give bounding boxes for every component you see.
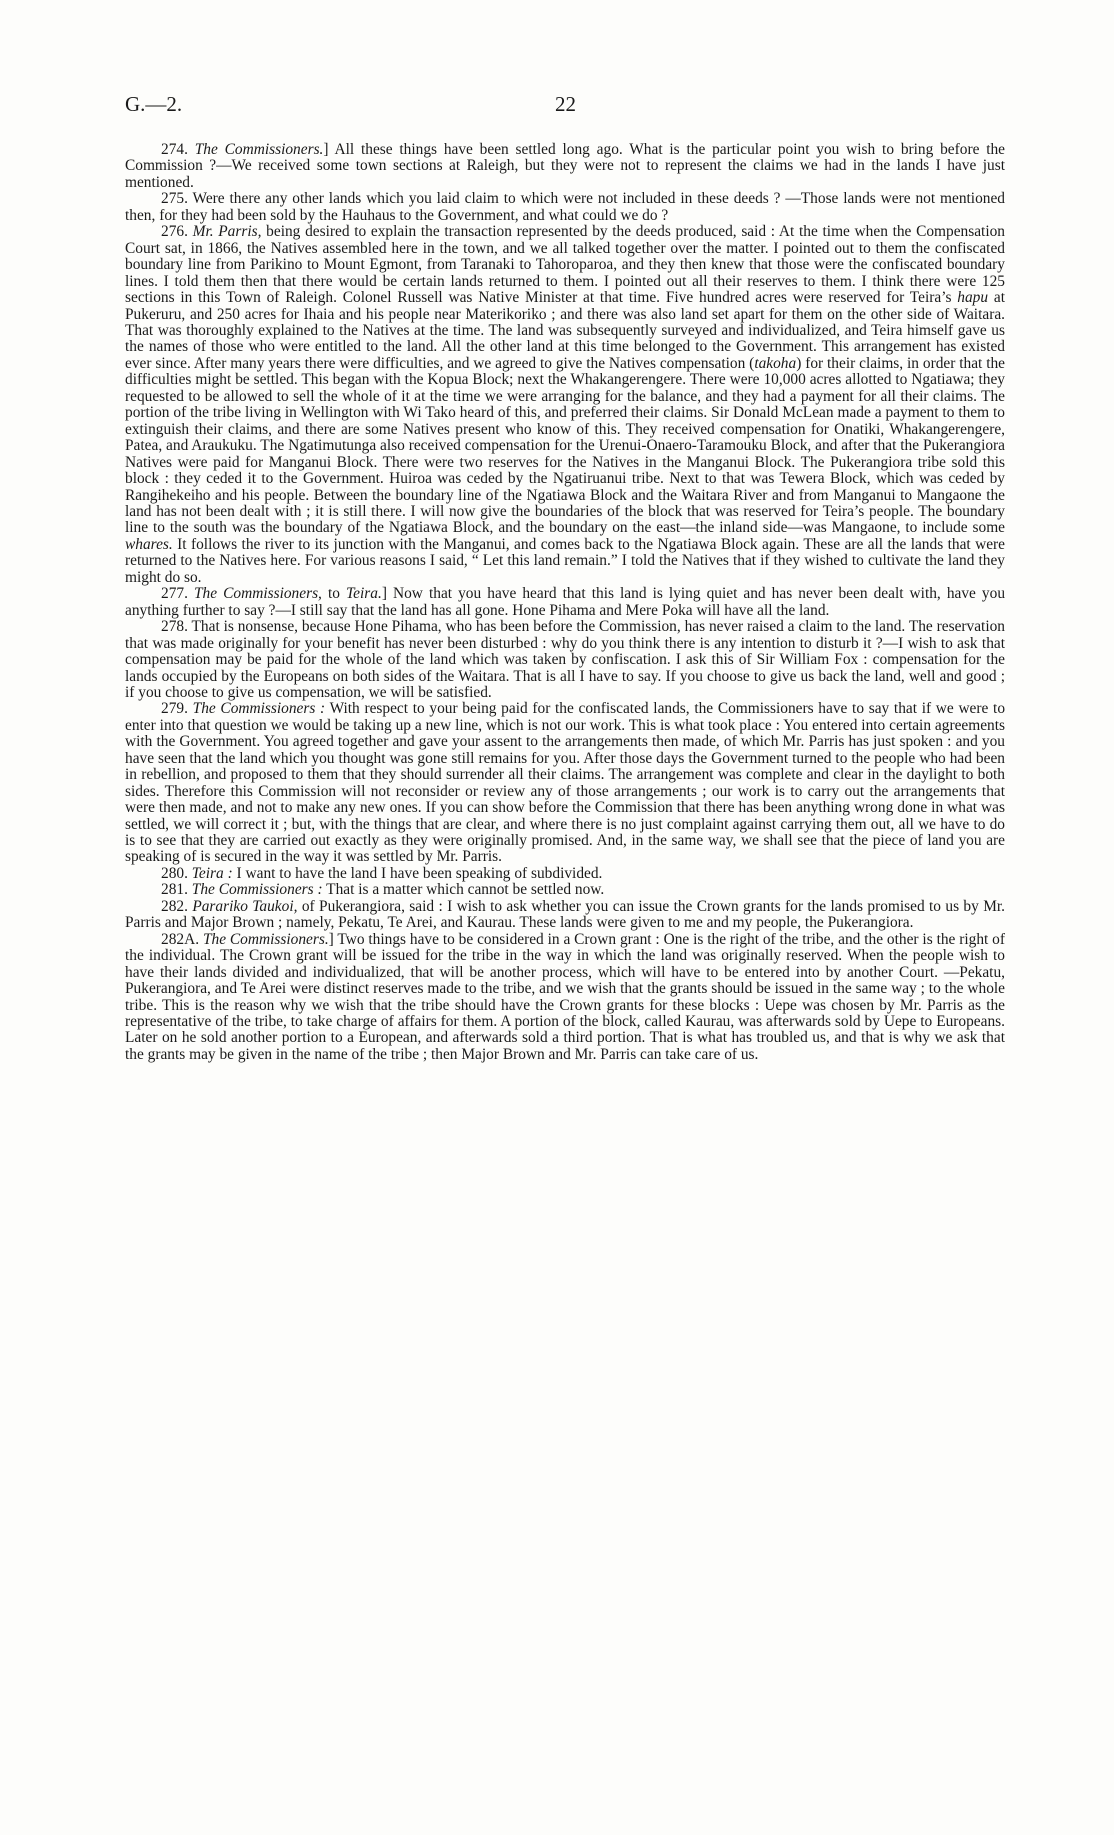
italic-text: Mr. Parris, xyxy=(192,223,262,241)
text-segment: ] Now that you have heard that this land is lying quiet and has never been dealt with, have you anything further to say ?—I still say that the land has all gone. Hone Pihama and Mere Poka will have all the land. xyxy=(125,585,1006,619)
text-segment: With respect to your being paid for the confiscated lands, the Commissioners have to say that if we were to enter into that question we would be taking up a new line, which is not our work. This is what took place : You entered into certain agreements with the Government. You agreed together and gave your assent to the arrangements then made, of which Mr. Parris has just spoken : and you have seen that the land which you thought was gone still remains for you. After those days the Government turned to the people who had been in rebellion, and proposed to them that they should surrender all their claims. The arrangement was complete and clear in the daylight to both sides. Therefore this Commission will not reconsider or review any of those arrangements ; our work is to carry out the arrangements that were then made, and not to make any new ones. If you can show before the Commission that there has been anything wrong done in what was settled, we will correct it ; but, with the things that are clear, and where there is no just complaint against carrying them out, all we have to do is to see that they are carried out exactly as they were originally promised. And, in the same way, we shall see that the piece of land you are speaking of is secured in the way it was settled by Mr. Parris. xyxy=(125,700,1006,866)
paragraph xyxy=(125,224,1005,586)
text-segment: 282A. xyxy=(161,930,203,948)
paragraph xyxy=(125,866,1005,882)
text-segment: 282. xyxy=(161,897,193,915)
italic-text: whares. xyxy=(125,535,173,553)
document-code: G.—2. xyxy=(125,92,183,116)
document-body xyxy=(125,142,1005,1063)
text-segment: 278. That is nonsense, because Hone Pihama, who has been before the Commission, has never raised a claim to the land. The reservation that was made originally for your benefit has never been disturbed : why do you think there is any intention to disturb it ?—I wish to ask that compensation may be paid for the whole of the land which was taken by confiscation. I ask this of Sir William Fox : compensation for the lands occupied by the Europeans on both sides of the Waitara. That is all I have to say. If you choose to give us back the land, well and good ; if you choose to give us compensation, we will be satisfied. xyxy=(125,618,1005,701)
italic-text: The Commissioners, xyxy=(194,585,322,603)
paragraph xyxy=(125,191,1005,224)
paragraph xyxy=(125,701,1005,866)
paragraph xyxy=(125,882,1005,898)
text-segment: It follows the river to its junction with the Manganui, and comes back to the Ngatiawa Block again. These are all the lands that were returned to the Natives here. For various reasons I said, “ Let this land remain.” I told the Natives that if they wished to cultivate the land they might do so. xyxy=(125,535,1005,586)
italic-text: The Commissioners : xyxy=(191,881,323,899)
paragraph xyxy=(125,932,1005,1064)
text-segment: 279. xyxy=(161,700,193,718)
italic-text: The Commissioners. xyxy=(202,930,329,948)
text-segment: I want to have the land I have been speaking of subdivided. xyxy=(232,864,603,882)
text-segment: being desired to explain the transaction represented by the deeds produced, said : At the time when the Compensation Court sat, in 1866, the Natives assembled here in the town, and we all talked together over the matter. I pointed out to them the confiscated boundary line from Parikino to Mount Egmont, from Taranaki to Tahoroparoa, and they then knew that those were the confiscated boundary lines. I told them then that there would be certain lands returned to them. I pointed out all their reserves to them. I think there were 125 sections in this Town of Raleigh. Colonel Russell was Native Minister at that time. Five hundred acres were reserved for Teira’s xyxy=(125,223,1006,307)
text-segment: 280. xyxy=(161,864,192,882)
paragraph xyxy=(125,586,1005,619)
text-segment: 281. xyxy=(161,881,192,899)
page-number: 22 xyxy=(555,92,576,116)
text-segment: 277. xyxy=(161,585,194,603)
text-segment: 276. xyxy=(161,223,193,241)
italic-text: Parariko Taukoi, xyxy=(192,897,298,915)
text-segment: ] All these things have been settled long ago. What is the particular point you wish to bring before the Commission ?—We received some town sections at Raleigh, but they were not to represent the claims we had in the lands I have just mentioned. xyxy=(125,141,1006,191)
paragraph xyxy=(125,899,1005,932)
paragraph xyxy=(125,619,1005,701)
text-segment: 275. Were there any other lands which you laid claim to which were not included in these deeds ? —Those lands were not mentioned then, for they had been sold by the Hauhaus to the Government, and what could we do ? xyxy=(125,190,1005,224)
italic-text: hapu xyxy=(957,289,989,307)
text-segment: ) for their claims, in order that the difficulties might be settled. This began with the Kopua Block; next the Whakangerengere. There were 10,000 acres allotted to Ngatiawa; they requested to be allowed to sell the whole of it at the time we were arranging for the balance, and they had a payment for all their claims. The portion of the tribe living in Wellington with Wi Tako heard of this, and preferred their claims. Sir Donald McLean made a payment to them to extinguish their claims, and there are some Natives present who know of this. They received compensation for Onatiki, Whakangerengere, Patea, and Araukuku. The Ngatimutunga also received compensation for the Urenui-Onaero-Taramouku Block, and after that the Pukerangiora Natives were paid for Manganui Block. There were two reserves for the Natives in the Manganui Block. The Pukerangiora tribe sold this block : they ceded it to the Government. Huiroa was ceded by the Ngatiruanui tribe. Next to that was Tewera Block, which was ceded by Rangihekeiho and his people. Between the boundary line of the Ngatiawa Block and the Waitara River and from Manganui to Mangaone the land has not been dealt with ; it is still there. I will now give the boundaries of the block that was reserved for Teira’s people. The boundary line to the south was the boundary of the Ngatiawa Block, and the boundary on the east—the inland side—was Mangaone, to include some xyxy=(125,354,1005,537)
text-segment: at Pukeruru, and 250 acres for Ihaia and his people near Materikoriko ; and there was also land set apart for them on the other side of Waitara. That was thoroughly explained to the Natives at the time. The land was subsequently surveyed and individualized, and Teira himself gave us the names of those who were entitled to the land. All the other land at this time belonged to the Government. This arrangement has existed ever since. After many years there were difficulties, and we agreed to give the Natives compensation ( xyxy=(125,289,1005,372)
italic-text: Teira. xyxy=(346,585,382,603)
italic-text: The Commissioners. xyxy=(194,141,324,158)
italic-text: Teira : xyxy=(191,864,233,882)
text-segment: of Pukerangiora, said : I wish to ask whether you can issue the Crown grants for the lands promised to us by Mr. Parris and Major Brown ; namely, Pekatu, Te Arei, and Kaurau. These lands were given to me and my people, the Pukerangiora. xyxy=(125,897,1006,932)
text-segment: to xyxy=(321,585,347,603)
text-segment: ] Two things have to be considered in a Crown grant : One is the right of the tribe, and the other is the right of the individual. The Crown grant will be issued for the tribe in the way in which the land was originally reserved. When the people wish to have their lands divided and individualized, that will be another process, which will have to be entered into by another Court. —Pekatu, Pukerangiora, and Te Arei were distinct reserves made to the tribe, and we wish that the grants should be issued in the same way ; to the whole tribe. This is the reason why we wish that the tribe should have the Crown grants for these blocks : Uepe was chosen by Mr. Parris as the representative of the tribe, to take charge of affairs for them. A portion of the block, called Kaurau, was afterwards sold by Uepe to Europeans. Later on he sold another portion to a European, and afterwards sold a third portion. That is what has troubled us, and that is why we ask that the grants may be given in the name of the tribe ; then Major Brown and Mr. Parris can take care of us. xyxy=(125,930,1006,1063)
text-segment: 274. xyxy=(161,141,195,158)
italic-text: The Commissioners : xyxy=(192,700,326,718)
text-segment: That is a matter which cannot be settled now. xyxy=(322,881,605,899)
italic-text: takoha xyxy=(754,354,797,372)
paragraph xyxy=(125,142,1005,191)
